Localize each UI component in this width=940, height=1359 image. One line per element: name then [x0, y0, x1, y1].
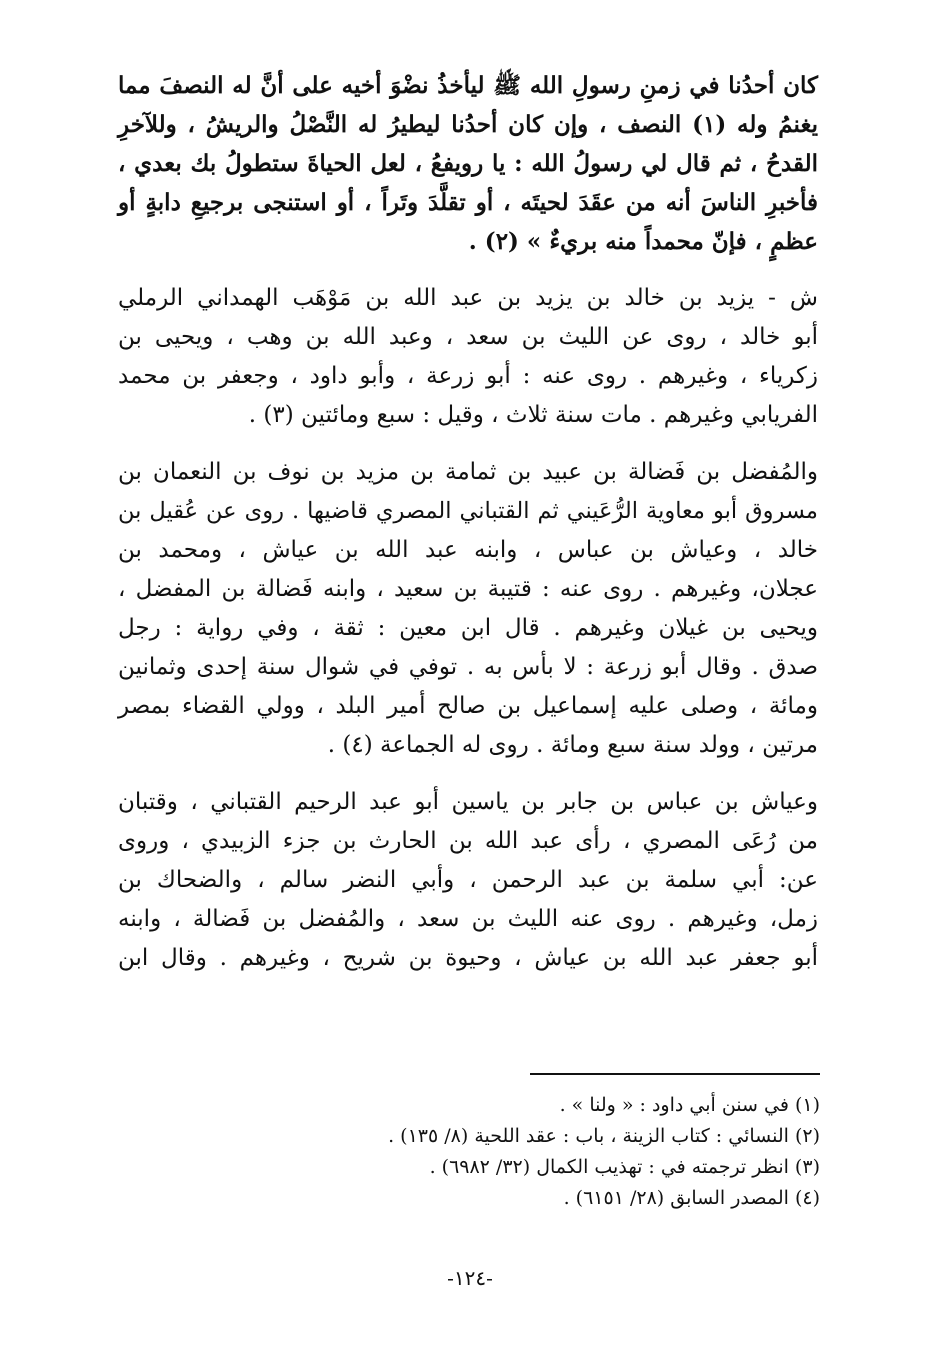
text-line: مرتين ، وولد سنة سبع ومائة . روى له الجماعة (٤) .	[327, 732, 818, 758]
text-line: مسروق أبو معاوية الرُّعَيني ثم القتباني المصري قاضيها . روى عن عُقيل بن	[118, 498, 818, 524]
text-line: صدق . وقال أبو زرعة : لا بأس به . توفي في شوال سنة إحدى وثمانين	[118, 654, 818, 680]
text-line: عن: أبي سلمة بن عبد الرحمن ، وأبي النضر سالم ، والضحاك بن	[118, 867, 818, 893]
footnote: (٢) النسائي : كتاب الزينة ، باب : عقد اللحية (٨/ ١٣٥) .	[388, 1125, 820, 1147]
main-text	[118, 66, 818, 978]
hadith-paragraph	[118, 66, 818, 261]
text-line: كان أحدُنا في زمنِ رسولِ الله ﷺ ليأخذُ نضْوَ أخيه على أنَّ له النصفَ مما	[118, 72, 818, 99]
footnote: (٣) انظر ترجمته في : تهذيب الكمال (٣٢/ ٦٩٨٢) .	[429, 1156, 820, 1178]
text-line: وعياش بن عباس بن جابر بن ياسين أبو عبد الرحيم القتباني ، وقتبان	[118, 789, 818, 815]
text-line: والمُفضل بن فَضالة بن عبيد بن ثمامة بن مزيد بن نوف بن النعمان بن	[118, 459, 818, 485]
text-line: خالد ، وعياش بن عباس ، وابنه عبد الله بن عياش ، ومحمد بن	[118, 537, 818, 563]
footnote: (١) في سنن أبي داود : « ولنا » .	[559, 1094, 820, 1116]
footnotes	[120, 1090, 820, 1214]
text-line: الفريابي وغيرهم . مات سنة ثلاث ، وقيل : سبع ومائتين (٣) .	[248, 402, 818, 428]
text-line: عظمٍ ، فإنّ محمداً منه بريءٌ » (٢) .	[468, 228, 818, 255]
text-line: يغنمُ وله (١) النصف ، وإن كان أحدُنا ليطيرُ له النَّصْلُ والريشُ ، وللآخرِ	[118, 111, 818, 138]
text-line: زمل، وغيرهم . روى عنه الليث بن سعد ، والمُفضل بن فَضالة ، وابنه	[118, 906, 818, 932]
text-line: عجلان، وغيرهم . روى عنه : قتيبة بن سعيد ، وابنه فَضالة بن المفضل ،	[118, 576, 818, 602]
text-line: فأخبرِ الناسَ أنه من عقَدَ لحيتَه ، أو تقلَّدَ وتَراً ، أو استنجى برجيعِ دابةٍ أو	[118, 189, 818, 216]
footnote-divider	[530, 1073, 820, 1075]
narrator-paragraph-mufaddal	[118, 453, 818, 765]
text-line: ش - يزيد بن خالد بن يزيد بن عبد الله بن مَوْهَب الهمداني الرملي	[118, 285, 818, 311]
text-line: من رُعَى المصري ، رأى عبد الله بن الحارث بن جزء الزبيدي ، وروى	[118, 828, 818, 854]
text-line: أبو خالد ، روى عن الليث بن سعد ، وعبد الله بن وهب ، ويحيى بن	[118, 324, 818, 350]
narrator-paragraph-yazid	[118, 279, 818, 435]
page-number: -١٢٤-	[447, 1266, 493, 1290]
text-line: ويحيى بن غيلان وغيرهم . قال ابن معين : ثقة ، وفي رواية : رجل	[118, 615, 818, 641]
text-line: زكرياء ، وغيرهم . روى عنه : أبو زرعة ، وأبو داود ، وجعفر بن محمد	[118, 363, 818, 389]
text-line: القدحُ ، ثم قال لي رسولُ الله : يا رويفعُ ، لعل الحياةَ ستطولُ بك بعدي ،	[118, 150, 818, 177]
footnote: (٤) المصدر السابق (٢٨/ ٦١٥١) .	[563, 1187, 820, 1209]
text-line: أبو جعفر عبد الله بن عياش ، وحيوة بن شريح ، وغيرهم . وقال ابن	[118, 945, 818, 971]
text-line: ومائة ، وصلى عليه إسماعيل بن صالح أمير البلد ، وولي القضاء بمصر	[118, 693, 818, 719]
narrator-paragraph-ayyash	[118, 783, 818, 978]
